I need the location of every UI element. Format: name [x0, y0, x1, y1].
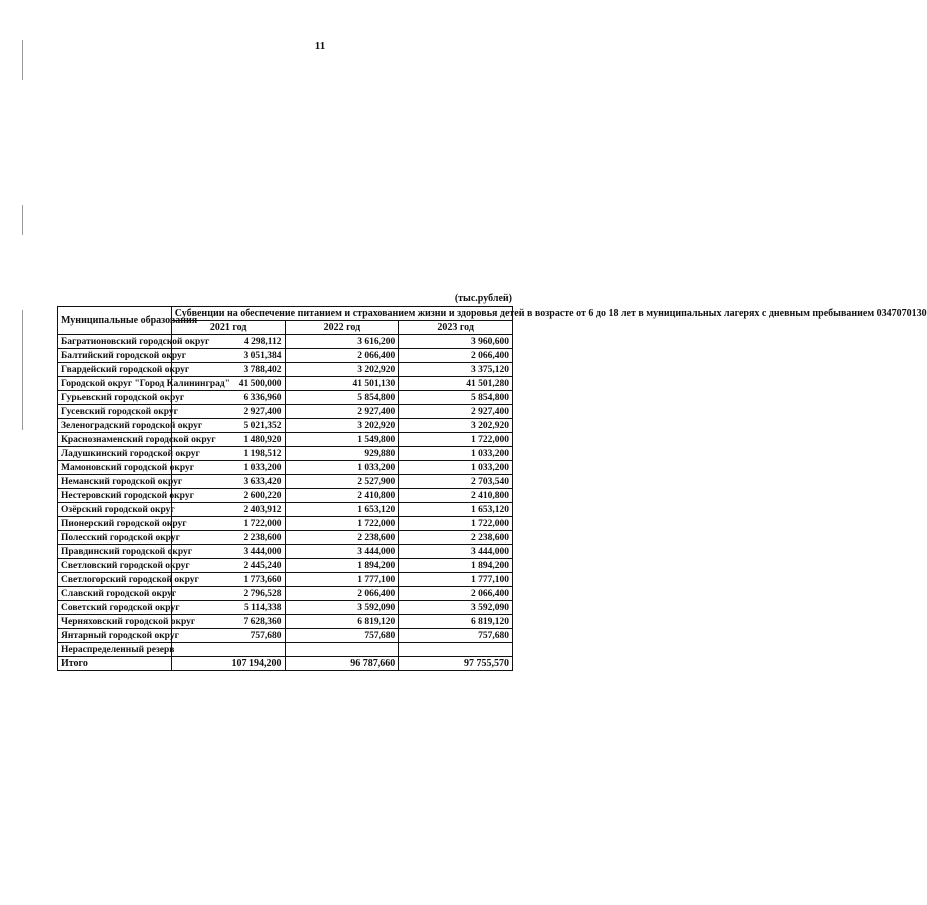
table-row	[58, 531, 513, 545]
municipality-name-cell: Гурьевский городской округ	[58, 391, 172, 405]
value-2022-cell: 2 927,400	[285, 405, 399, 419]
table-row	[58, 349, 513, 363]
value-2022-cell: 1 549,800	[285, 433, 399, 447]
value-2021-cell: 1 198,512	[171, 447, 285, 461]
value-2023-cell: 1 722,000	[399, 433, 513, 447]
value-2022-cell: 2 527,900	[285, 475, 399, 489]
value-2021-cell: 4 298,112	[171, 335, 285, 349]
value-2023-cell: 2 066,400	[399, 587, 513, 601]
header-year-2023: 2023 год	[399, 321, 513, 335]
table-row	[58, 391, 513, 405]
municipality-name-cell: Багратионовский городской округ	[58, 335, 172, 349]
municipality-name-cell: Гусевский городской округ	[58, 405, 172, 419]
municipality-name-cell: Зеленоградский городской округ	[58, 419, 172, 433]
value-2023-cell: 6 819,120	[399, 615, 513, 629]
municipality-name-cell: Краснознаменский городской округ	[58, 433, 172, 447]
value-2021-cell: 2 403,912	[171, 503, 285, 517]
municipality-name-cell: Полесский городской округ	[58, 531, 172, 545]
value-2022-cell: 3 616,200	[285, 335, 399, 349]
table-row	[58, 405, 513, 419]
municipality-name-cell: Нестеровский городской округ	[58, 489, 172, 503]
table-row	[58, 615, 513, 629]
value-2023-cell: 41 501,280	[399, 377, 513, 391]
value-2023-cell: 1 033,200	[399, 447, 513, 461]
value-2021-cell: 5 021,352	[171, 419, 285, 433]
value-2023-cell: 2 238,600	[399, 531, 513, 545]
value-2021-cell: 2 238,600	[171, 531, 285, 545]
value-2022-cell: 3 202,920	[285, 419, 399, 433]
value-2022-cell: 1 653,120	[285, 503, 399, 517]
value-2022-cell: 2 238,600	[285, 531, 399, 545]
municipality-name-cell: Пионерский городской округ	[58, 517, 172, 531]
value-2022-cell: 3 202,920	[285, 363, 399, 377]
municipality-name-cell: Мамоновский городской округ	[58, 461, 172, 475]
table-row	[58, 545, 513, 559]
value-2023-cell: 2 927,400	[399, 405, 513, 419]
table-row	[58, 559, 513, 573]
value-2023-cell: 3 444,000	[399, 545, 513, 559]
table-row	[58, 629, 513, 643]
value-2022-cell: 96 787,660	[285, 657, 399, 671]
value-2021-cell: 3 444,000	[171, 545, 285, 559]
table-row	[58, 475, 513, 489]
value-2021-cell: 1 773,660	[171, 573, 285, 587]
value-2023-cell: 3 592,090	[399, 601, 513, 615]
total-row	[58, 657, 513, 671]
value-2022-cell: 5 854,800	[285, 391, 399, 405]
value-2022-cell: 2 066,400	[285, 587, 399, 601]
value-2021-cell: 41 500,000	[171, 377, 285, 391]
value-2021-cell: 7 628,360	[171, 615, 285, 629]
table-row	[58, 461, 513, 475]
value-2022-cell: 1 722,000	[285, 517, 399, 531]
value-2022-cell: 1 777,100	[285, 573, 399, 587]
value-2022-cell: 929,880	[285, 447, 399, 461]
table-row	[58, 433, 513, 447]
table-row	[58, 573, 513, 587]
municipality-name-cell: Неманский городской округ	[58, 475, 172, 489]
value-2023-cell: 97 755,570	[399, 657, 513, 671]
municipality-name-cell: Черняховский городской округ	[58, 615, 172, 629]
value-2022-cell: 6 819,120	[285, 615, 399, 629]
value-2021-cell: 2 796,528	[171, 587, 285, 601]
value-2023-cell: 1 722,000	[399, 517, 513, 531]
value-2021-cell: 3 788,402	[171, 363, 285, 377]
header-subsidy: Субвенции на обеспечение питанием и страхованием жизни и здоровья детей в возрасте от 6 до 18 лет в муниципальных лагерях с дневным пребыванием 0347070130	[171, 307, 512, 321]
value-2022-cell: 2 066,400	[285, 349, 399, 363]
municipality-name-cell: Гвардейский городской округ	[58, 363, 172, 377]
value-2023-cell: 1 777,100	[399, 573, 513, 587]
unit-label: (тыс.рублей)	[454, 293, 512, 304]
table-row	[58, 489, 513, 503]
value-2023-cell: 2 410,800	[399, 489, 513, 503]
value-2021-cell	[171, 643, 285, 657]
value-2022-cell	[285, 643, 399, 657]
table-body	[58, 335, 513, 671]
value-2021-cell: 2 445,240	[171, 559, 285, 573]
value-2021-cell: 757,680	[171, 629, 285, 643]
value-2022-cell: 3 444,000	[285, 545, 399, 559]
value-2021-cell: 107 194,200	[171, 657, 285, 671]
table-row	[58, 419, 513, 433]
table-row	[58, 601, 513, 615]
municipality-name-cell: Советский городской округ	[58, 601, 172, 615]
value-2022-cell: 41 501,130	[285, 377, 399, 391]
header-municipality: Муниципальные образования	[58, 307, 172, 335]
table-row	[58, 587, 513, 601]
municipality-name-cell: Светловский городской округ	[58, 559, 172, 573]
value-2022-cell: 2 410,800	[285, 489, 399, 503]
table-row	[58, 517, 513, 531]
municipality-name-cell: Ладушкинский городской округ	[58, 447, 172, 461]
municipality-name-cell: Нераспределенный резерв	[58, 643, 172, 657]
value-2021-cell: 2 600,220	[171, 489, 285, 503]
scan-margin-line-middle	[22, 205, 23, 235]
value-2022-cell: 1 894,200	[285, 559, 399, 573]
table-row	[58, 503, 513, 517]
value-2021-cell: 1 033,200	[171, 461, 285, 475]
municipality-name-cell: Славский городской округ	[58, 587, 172, 601]
value-2021-cell: 1 722,000	[171, 517, 285, 531]
value-2023-cell: 757,680	[399, 629, 513, 643]
value-2021-cell: 3 051,384	[171, 349, 285, 363]
table-row	[58, 335, 513, 349]
header-year-2022: 2022 год	[285, 321, 399, 335]
subsidy-table	[57, 306, 927, 671]
value-2023-cell: 1 653,120	[399, 503, 513, 517]
municipality-name-cell: Балтийский городской округ	[58, 349, 172, 363]
value-2023-cell: 1 033,200	[399, 461, 513, 475]
municipality-name-cell: Озёрский городской округ	[58, 503, 172, 517]
table-row	[58, 447, 513, 461]
value-2023-cell: 5 854,800	[399, 391, 513, 405]
table-row	[58, 363, 513, 377]
page-number: 11	[314, 40, 326, 52]
value-2021-cell: 6 336,960	[171, 391, 285, 405]
value-2021-cell: 1 480,920	[171, 433, 285, 447]
value-2022-cell: 1 033,200	[285, 461, 399, 475]
value-2021-cell: 5 114,338	[171, 601, 285, 615]
value-2023-cell: 3 202,920	[399, 419, 513, 433]
scan-margin-line-lower	[22, 310, 23, 430]
municipality-name-cell: Городской округ "Город Калининград"	[58, 377, 172, 391]
value-2023-cell: 3 375,120	[399, 363, 513, 377]
value-2023-cell	[399, 643, 513, 657]
municipality-name-cell: Светлогорский городской округ	[58, 573, 172, 587]
value-2022-cell: 3 592,090	[285, 601, 399, 615]
header-year-2021: 2021 год	[171, 321, 285, 335]
value-2022-cell: 757,680	[285, 629, 399, 643]
municipality-name-cell: Янтарный городской округ	[58, 629, 172, 643]
value-2023-cell: 2 066,400	[399, 349, 513, 363]
value-2023-cell: 1 894,200	[399, 559, 513, 573]
value-2023-cell: 3 960,600	[399, 335, 513, 349]
value-2021-cell: 2 927,400	[171, 405, 285, 419]
municipality-name-cell: Итого	[58, 657, 172, 671]
municipality-name-cell: Правдинский городской округ	[58, 545, 172, 559]
scan-margin-line-top	[22, 40, 23, 80]
value-2023-cell: 2 703,540	[399, 475, 513, 489]
table-row	[58, 643, 513, 657]
value-2021-cell: 3 633,420	[171, 475, 285, 489]
table-row	[58, 377, 513, 391]
